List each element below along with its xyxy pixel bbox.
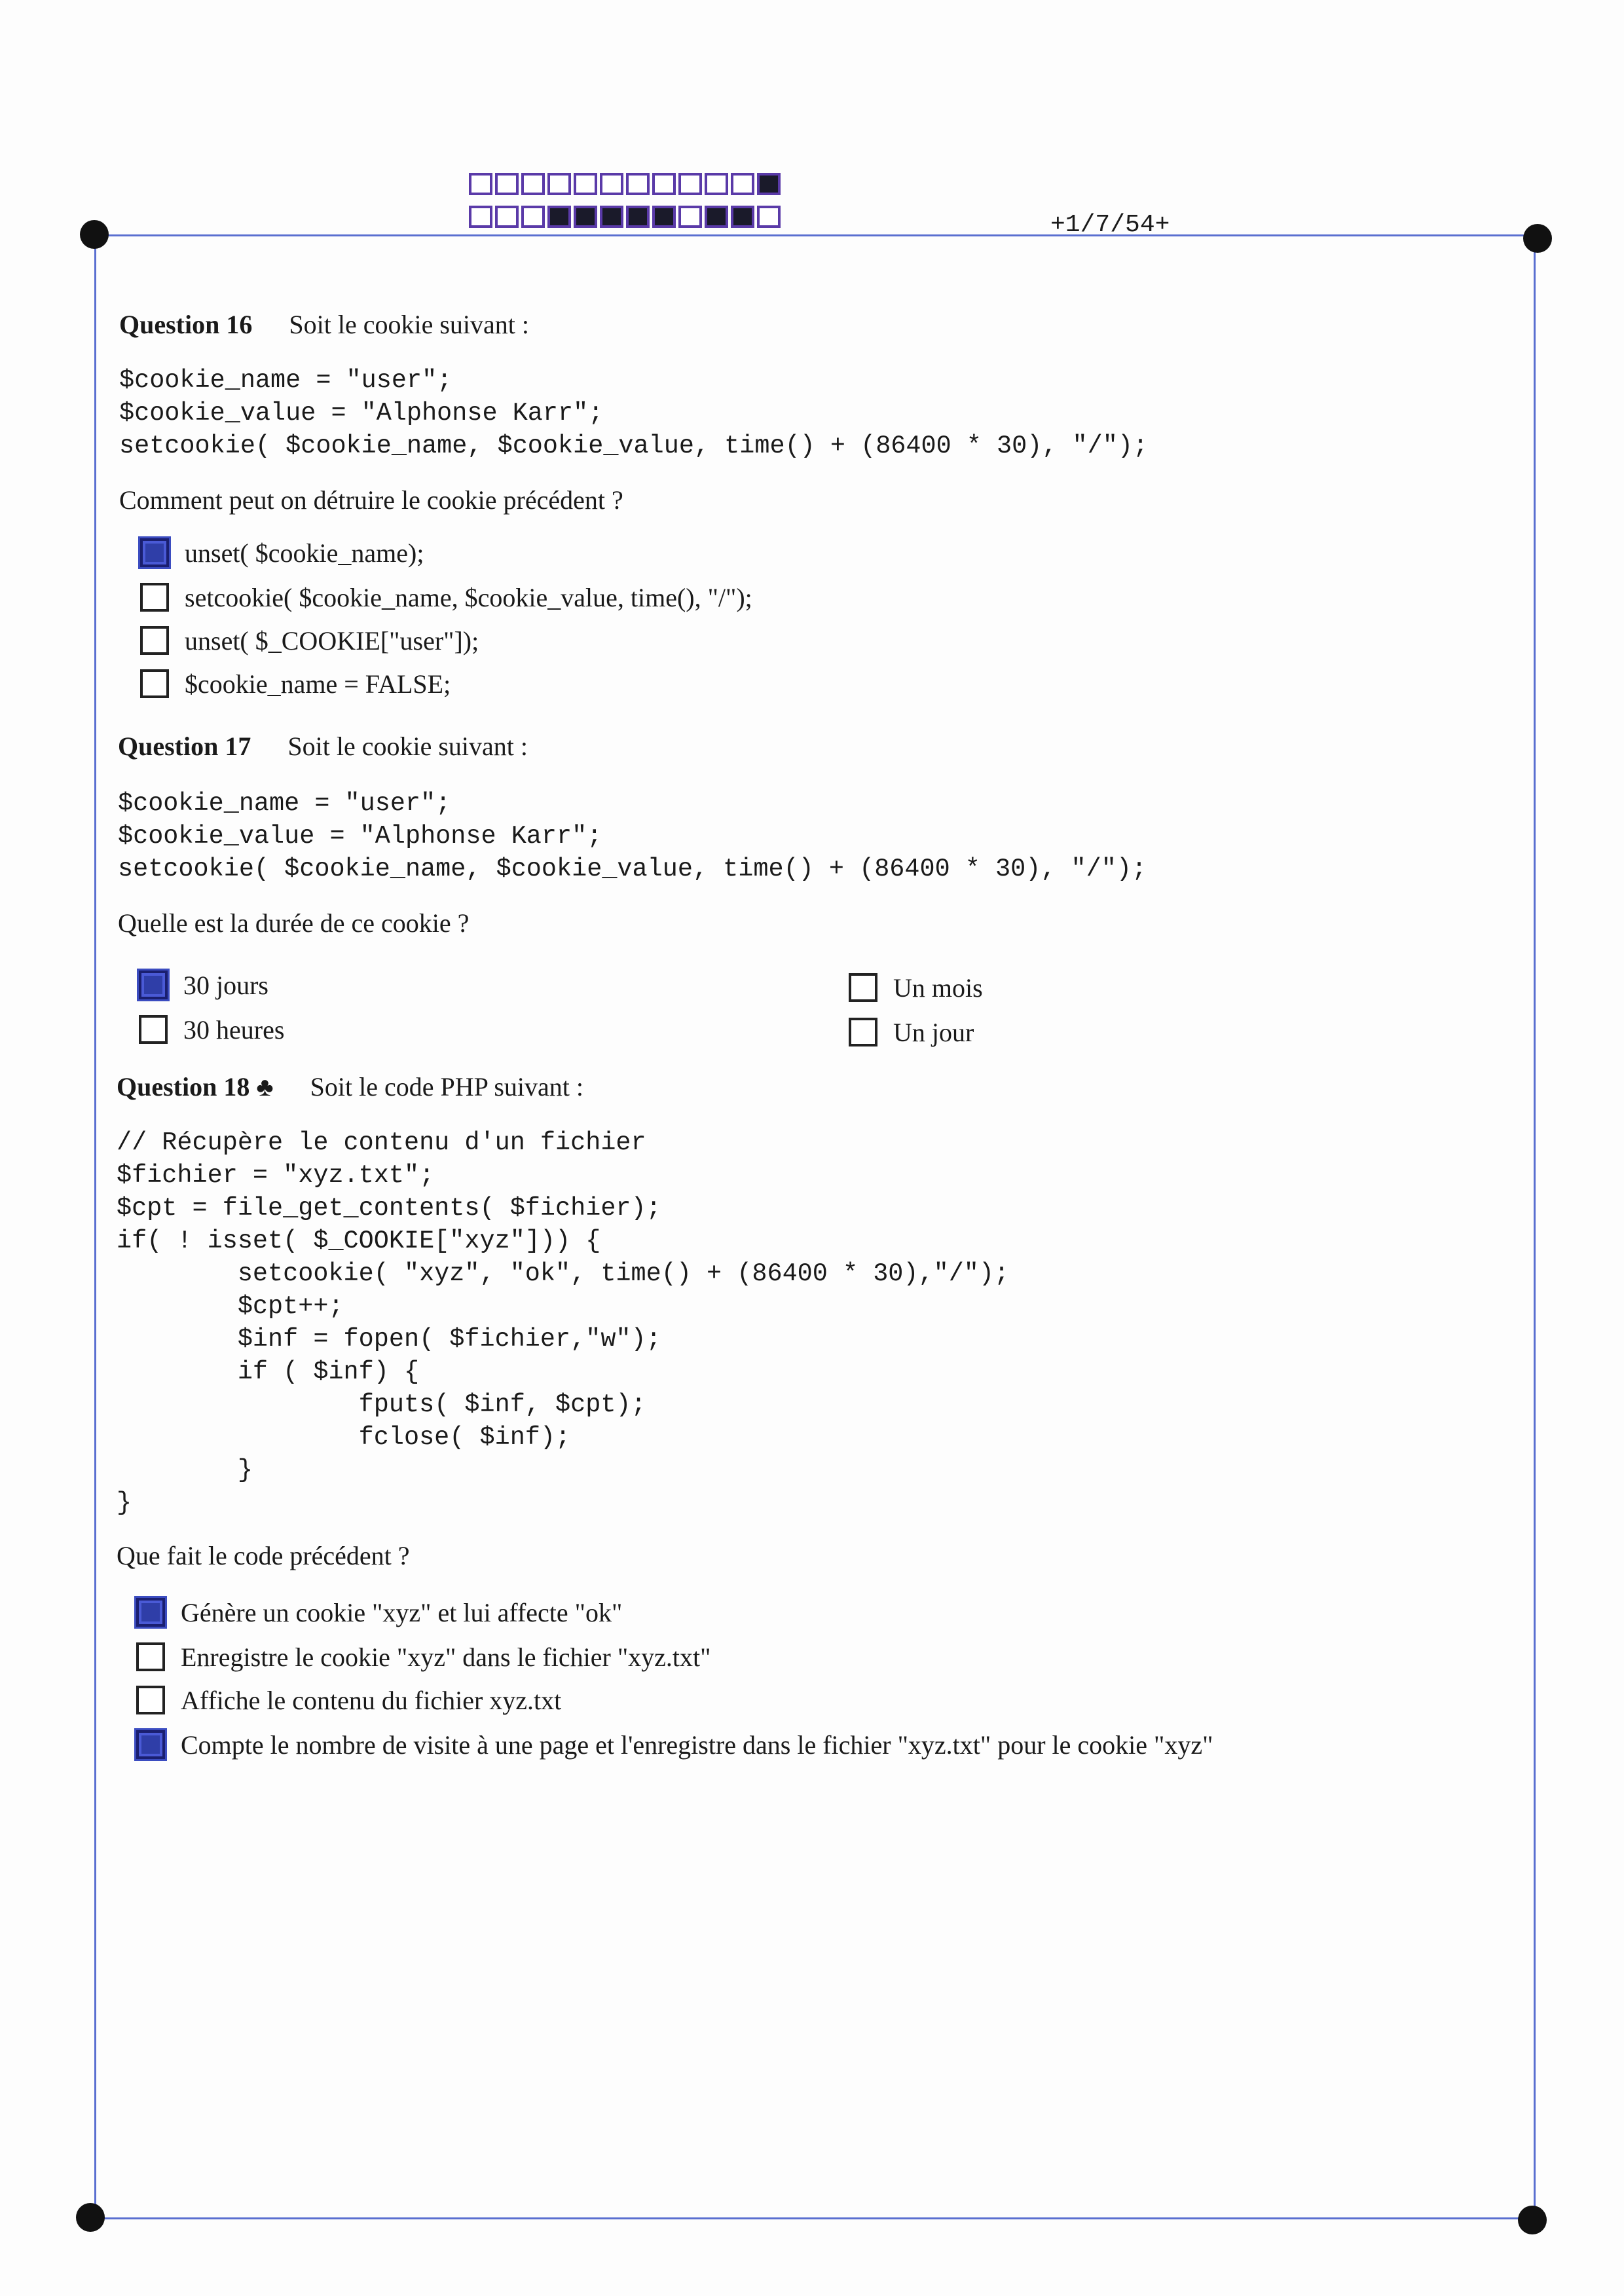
barcode-cell [495, 206, 519, 228]
barcode-cell [705, 173, 728, 195]
option-label: setcookie( $cookie_name, $cookie_value, time(), "/"); [185, 582, 752, 612]
checkbox[interactable] [136, 1642, 165, 1671]
barcode-cell [574, 206, 597, 228]
barcode-cell [600, 173, 623, 195]
corner-marker-top-right [1523, 224, 1552, 253]
barcode-cell [652, 206, 676, 228]
barcode-cell [626, 173, 650, 195]
checkbox[interactable] [139, 971, 168, 999]
barcode-cell [495, 173, 519, 195]
question-16-prompt: Comment peut on détruire le cookie précédent ? [119, 485, 623, 515]
barcode-row-2 [469, 206, 783, 228]
option-label: Enregistre le cookie "xyz" dans le fichier "xyz.txt" [181, 1642, 711, 1672]
option-label: $cookie_name = FALSE; [185, 669, 451, 699]
q18-option-3[interactable] [136, 1680, 561, 1720]
checkbox[interactable] [140, 626, 169, 655]
barcode-cell [678, 173, 702, 195]
option-label: 30 jours [183, 970, 268, 1000]
barcode-cell [757, 173, 781, 195]
question-intro: Soit le cookie suivant : [287, 731, 528, 761]
q16-option-1[interactable] [140, 533, 424, 572]
checkbox[interactable] [139, 1015, 168, 1044]
checkbox[interactable] [140, 538, 169, 567]
checkbox[interactable] [140, 583, 169, 612]
frame-right-line [1534, 236, 1536, 2219]
question-18-header [117, 1071, 583, 1102]
barcode-cell [469, 173, 492, 195]
barcode-cell [626, 206, 650, 228]
question-17-header [118, 731, 528, 762]
option-label: unset( $_COOKIE["user"]); [185, 625, 479, 656]
option-label: Un mois [893, 972, 983, 1003]
checkbox[interactable] [140, 669, 169, 698]
question-17-code: $cookie_name = "user"; $cookie_value = "Alphonse Karr"; setcookie( $cookie_name, $cookie_value, time() + (86400 * 30), "/"); [118, 789, 1147, 883]
option-label: Compte le nombre de visite à une page et l'enregistre dans le fichier "xyz.txt" pour le cookie "xyz" [181, 1730, 1213, 1760]
barcode-cell [547, 173, 571, 195]
q16-option-3[interactable] [140, 621, 479, 660]
frame-bottom-line [92, 2217, 1532, 2219]
frame-top-line [96, 234, 1536, 236]
question-number: Question 18 ♣ [117, 1072, 274, 1102]
q17-option-4[interactable] [849, 1012, 974, 1052]
question-number: Question 17 [118, 731, 251, 761]
q17-option-2[interactable] [139, 1010, 284, 1049]
barcode-cell [731, 173, 754, 195]
option-label: Génère un cookie "xyz" et lui affecte "ok" [181, 1597, 623, 1627]
question-intro: Soit le code PHP suivant : [310, 1072, 584, 1102]
corner-marker-bottom-left [76, 2203, 105, 2232]
question-number: Question 16 [119, 310, 253, 339]
corner-marker-bottom-right [1518, 2206, 1547, 2234]
barcode-cell [705, 206, 728, 228]
barcode-cell [757, 206, 781, 228]
option-label: 30 heures [183, 1014, 285, 1045]
option-label: Un jour [893, 1017, 974, 1047]
q18-option-2[interactable] [136, 1637, 710, 1676]
barcode-cell [521, 206, 545, 228]
option-label: unset( $cookie_name); [185, 538, 424, 568]
q17-option-3[interactable] [849, 968, 983, 1007]
corner-marker-top-left [80, 220, 109, 249]
barcode-cell [469, 206, 492, 228]
checkbox[interactable] [136, 1730, 165, 1759]
barcode-cell [521, 173, 545, 195]
q18-option-1[interactable] [136, 1593, 622, 1632]
checkbox[interactable] [849, 1018, 877, 1046]
question-18-prompt: Que fait le code précédent ? [117, 1541, 410, 1570]
option-label: Affiche le contenu du fichier xyz.txt [181, 1685, 562, 1715]
q18-option-4[interactable] [136, 1725, 1213, 1764]
barcode-cell [600, 206, 623, 228]
checkbox[interactable] [136, 1686, 165, 1714]
barcode-cell [678, 206, 702, 228]
barcode-row-1 [469, 173, 783, 195]
barcode-cell [574, 173, 597, 195]
checkbox[interactable] [849, 973, 877, 1002]
barcode-cell [652, 173, 676, 195]
question-18-code: // Récupère le contenu d'un fichier $fichier = "xyz.txt"; $cpt = file_get_contents( $fichier); if( ! isset( $_COOKIE["xyz"])) { setcookie( "xyz", "ok", time() + (86400 * 30),"/"); $cpt++; $inf = fopen( $fichier,"w"); if ( $inf) { fputs( $inf, $cpt); fclose( $inf); } } [117, 1128, 1010, 1517]
q16-option-2[interactable] [140, 578, 752, 617]
frame-left-line [94, 234, 96, 2219]
barcode-cell [547, 206, 571, 228]
question-17-prompt: Quelle est la durée de ce cookie ? [118, 908, 470, 938]
barcode-cell [731, 206, 754, 228]
checkbox[interactable] [136, 1598, 165, 1627]
question-16-code: $cookie_name = "user"; $cookie_value = "Alphonse Karr"; setcookie( $cookie_name, $cookie_value, time() + (86400 * 30), "/"); [119, 366, 1149, 460]
question-intro: Soit le cookie suivant : [289, 310, 529, 339]
q17-option-1[interactable] [139, 965, 268, 1005]
question-16-header [119, 309, 529, 340]
page-id: +1/7/54+ [1050, 211, 1170, 239]
q16-option-4[interactable] [140, 664, 451, 703]
